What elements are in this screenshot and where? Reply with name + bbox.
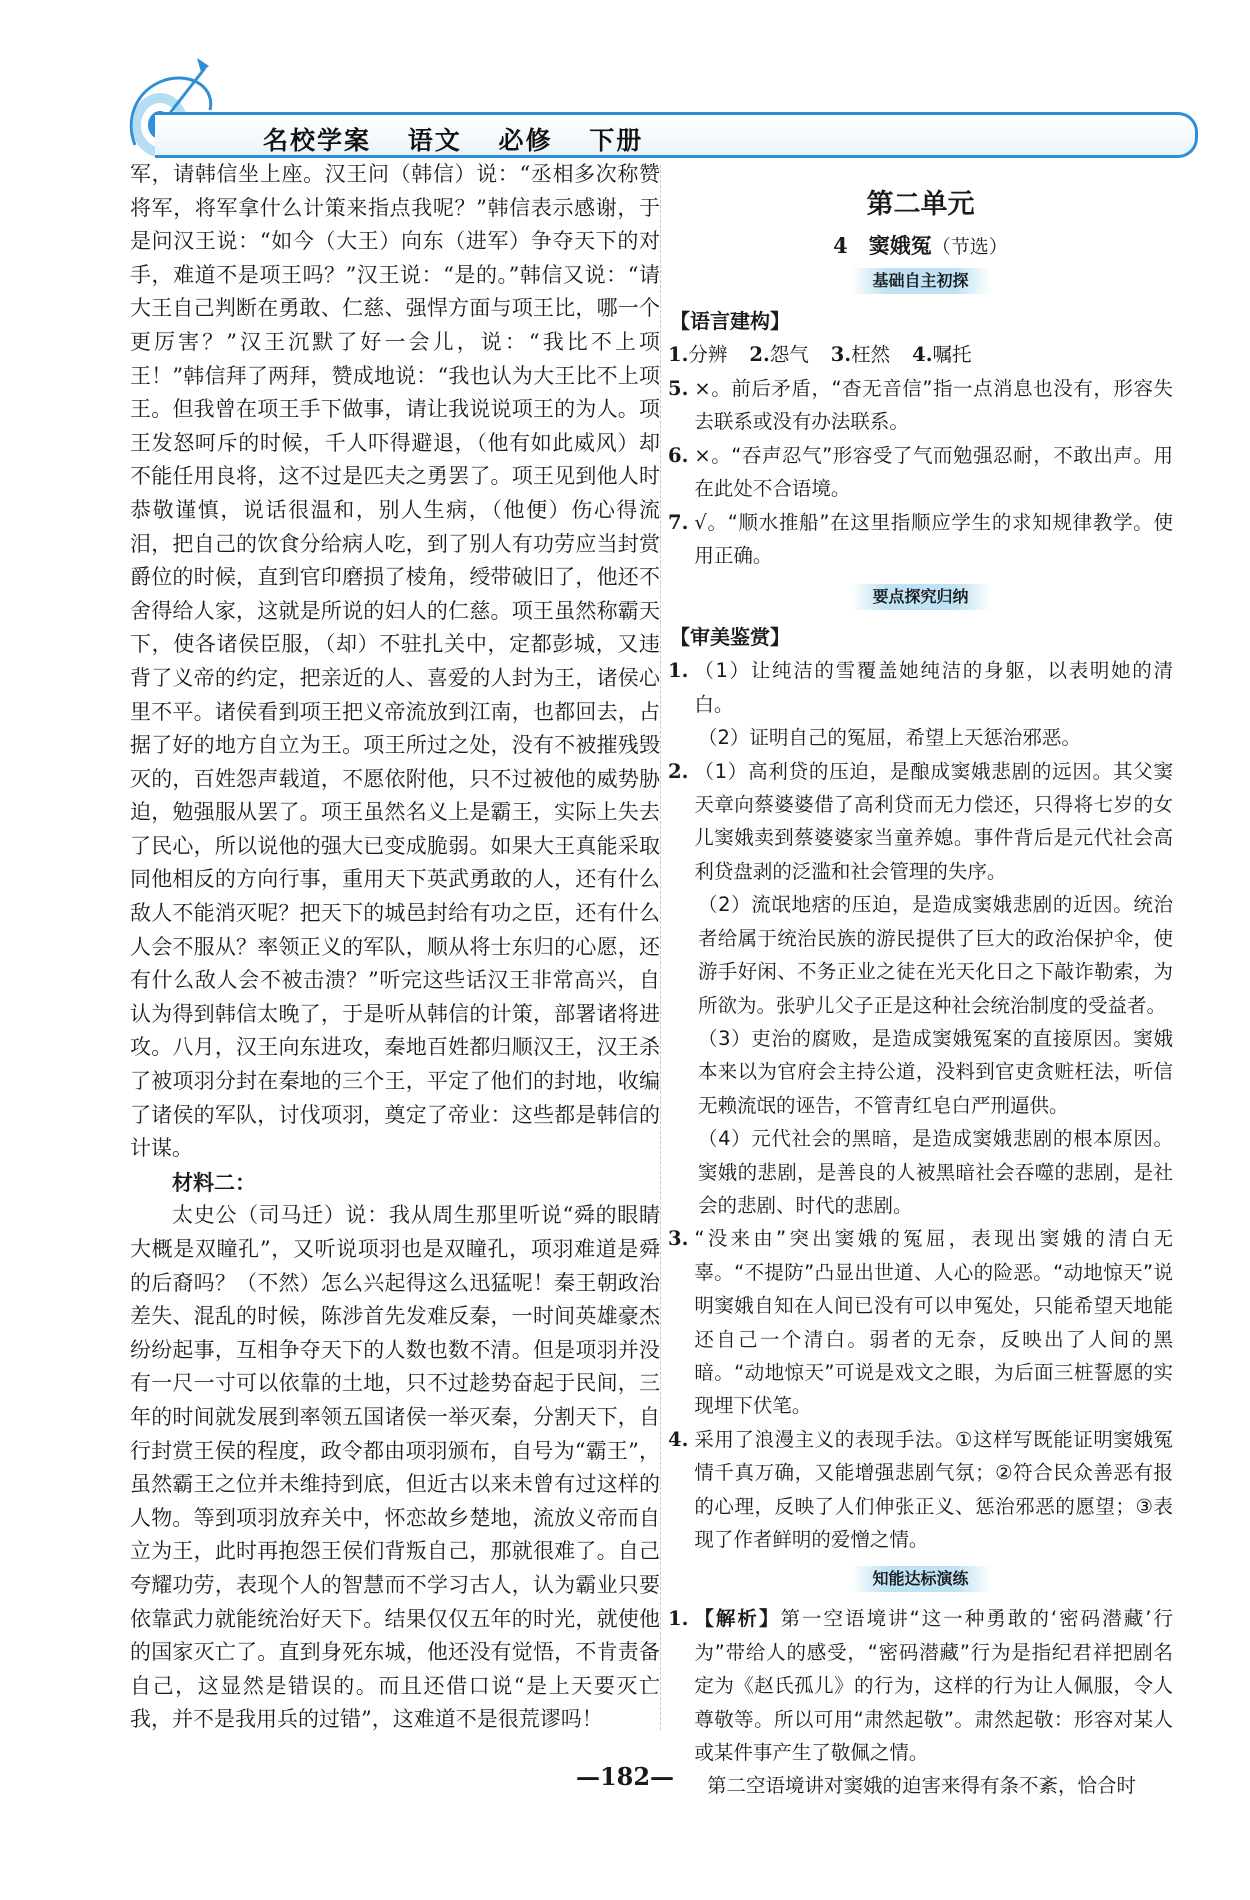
column-divider (660, 165, 661, 1730)
answer-item: 5. ×。前后矛盾，“杳无音信”指一点消息也没有，形容失去联系或没有办法联系。 (668, 377, 1173, 434)
header-title (263, 121, 669, 157)
answer-subitem: （3）吏治的腐败，是造成窦娥冤案的直接原因。窦娥本来以为官府会主持公道，没料到官吏贪赃枉法，听信无赖流氓的诬告，不管青红皂白严刑逼供。 (698, 1026, 1173, 1117)
answer-subitem: （2）流氓地痞的压迫，是造成窦娥悲剧的近因。统治者给属于统治民族的游民提供了巨大的政治保护伞，使游手好闲、不务正业之徒在光天化日之下敲诈勒索，为所欲为。张驴儿父子正是这种社会统治制度的受益者。 (698, 893, 1173, 1017)
vocab-item: 2.怨气 (749, 343, 809, 366)
subject: 语文 (407, 126, 462, 155)
vocab-item: 3.枉然 (830, 343, 891, 366)
section-banner-practice: 知能达标演练 (851, 1566, 991, 1592)
material-two-heading: 材料二： (172, 1169, 256, 1195)
analysis-tag: 【解析】 (694, 1607, 781, 1631)
section-language: 【语言建构】 (670, 309, 790, 333)
grade: 必修 (498, 126, 553, 155)
section-banner-basics: 基础自主初探 (851, 268, 991, 294)
material-one-text: 军，请韩信坐上座。汉王问（韩信）说：“丞相多次称赞将军，将军拿什么计策来指点我呢？”韩信表示感谢，于是问汉王说：“如今（大王）向东（进军）争夺天下的对手，难道不是项王吗？”汉王说：“是的。”韩信又说：“请大王自己判断在勇敢、仁慈、强悍方面与项王比，哪一个更厉害？”汉王沉默了好一会儿，说：“我比不上项王！”韩信拜了两拜，赞成地说：“我也认为大王比不上项王。但我曾在项王手下做事，请让我说说项王的为人。项王发怒呵斥的时候，千人吓得避退，（他有如此威风）却不能任用良将，这不过是匹夫之勇罢了。项王见到他人时恭敬谨慎，说话很温和，别人生病，（他便）伤心得流泪，把自己的饮食分给病人吃，到了别人有功劳应当封赏爵位的时候，直到官印磨损了棱角，绶带破旧了，他还不舍得给人家，这就是所说的妇人的仁慈。项王虽然称霸天下，使各诸侯臣服，（却）不驻扎关中，定都彭城，又违背了义帝的约定，把亲近的人、喜爱的人封为王，诸侯心里不平。诸侯看到项王把义帝流放到江南，也都回去，占据了好的地方自立为王。项王所过之处，没有不被摧残毁灭的，百姓怨声载道，不愿依附他，只不过被他的威势胁迫，勉强服从罢了。项王虽然名义上是霸王，实际上失去了民心，所以说他的强大已变成脆弱。如果大王真能采取同他相反的方向行事，重用天下英武勇敢的人，还有什么敌人不能消灭呢？把天下的城邑封给有功之臣，还有什么人会不服从？率领正义的军队，顺从将士东归的心愿，还有什么敌人会不被击溃？”听完这些话汉王非常高兴，自认为得到韩信太晚了，于是听从韩信的计策，部署诸将进攻。八月，汉王向东进攻，秦地百姓都归顺汉王，汉王杀了被项羽分封在秦地的三个王，平定了他们的封地，收编了诸侯的军队，讨伐项羽，奠定了帝业：这些都是韩信的计谋。 (130, 162, 660, 1161)
answer-item: 7. √。“顺水推船”在这里指顺应学生的求知规律教学。使用正确。 (668, 510, 1173, 568)
vocab-answers (668, 338, 1173, 372)
header-title-bar (155, 112, 1198, 158)
answer-item: 1. 【解析】第一空语境讲“这一种勇敢的‘密码潜藏’行为”带给人的感受，“密码潜藏”行为是指纪君祥把剧名定为《赵氏孤儿》的行为，这样的行为让人佩服，令人尊敬等。所以可用“肃然起敬”。肃然起敬：形容对某人或某件事产生了敬佩之情。 (668, 1607, 1173, 1765)
answer-item: 4. 采用了浪漫主义的表现手法。①这样写既能证明窦娥冤情千真万确，又能增强悲剧气氛；②符合民众善恶有报的心理，反映了人们伸张正义、惩治邪恶的愿望；③表现了作者鲜明的爱憎之情。 (668, 1427, 1173, 1551)
page-number: —182— (575, 1762, 675, 1791)
answer-item: 2. （1）高利贷的压迫，是酿成窦娥悲剧的远因。其父窦天章向蔡婆婆借了高利贷而无力偿还，只得将七岁的女儿窦娥卖到蔡婆婆家当童养媳。事件背后是元代社会高利贷盘剥的泛滥和社会管理的失序。 (668, 759, 1173, 883)
section-banner-key-points: 要点探究归纳 (851, 584, 991, 610)
answer-subitem: （4）元代社会的黑暗，是造成窦娥悲剧的根本原因。窦娥的悲剧，是善良的人被黑暗社会吞噬的悲剧，是社会的悲剧、时代的悲剧。 (698, 1127, 1173, 1217)
answer-item: 6. ×。“吞声忍气”形容受了气而勉强忍耐，不敢出声。用在此处不合语境。 (668, 443, 1173, 501)
section-aesthetic: 【审美鉴赏】 (670, 625, 790, 650)
volume: 下册 (589, 126, 644, 155)
lesson-name: 4 窦娥冤 (833, 233, 932, 258)
right-column (668, 178, 1173, 1803)
lesson-subtitle: （节选） (931, 236, 1008, 258)
vocab-item: 4.嘱托 (912, 343, 972, 366)
page-header (85, 40, 1205, 160)
lesson-title (668, 226, 1173, 266)
vocab-item: 1.分辨 (668, 343, 728, 366)
answer-subitem: （2）证明自己的冤屈，希望上天惩治邪恶。 (698, 726, 1081, 750)
unit-title: 第二单元 (866, 189, 975, 220)
book-name: 名校学案 (263, 126, 372, 155)
answer-continuation: 第二空语境讲对窦娥的迫害来得有条不紊，恰合时 (707, 1774, 1137, 1798)
left-column (130, 158, 660, 1737)
answer-item: 3. “没来由”突出窦娥的冤屈，表现出窦娥的清白无辜。“不提防”凸显出世道、人心的险恶。“动地惊天”说明窦娥自知在人间已没有可以申冤处，只能希望天地能还自己一个清白。弱者的无奈，反映出了人间的黑暗。“动地惊天”可说是戏文之眼，为后面三桩誓愿的实现埋下伏笔。 (668, 1227, 1173, 1418)
answer-item: 1. （1）让纯洁的雪覆盖她纯洁的身躯，以表明她的清白。 (668, 659, 1173, 716)
material-two-text: 太史公（司马迁）说：我从周生那里听说“舜的眼睛大概是双瞳孔”，又听说项羽也是双瞳孔，项羽难道是舜的后裔吗？（不然）怎么兴起得这么迅猛呢！秦王朝政治差失、混乱的时候，陈涉首先发难反秦，一时间英雄豪杰纷纷起事，互相争夺天下的人数也数不清。但是项羽并没有一尺一寸可以依靠的土地，只不过趁势奋起于民间，三年的时间就发展到率领五国诸侯一举灭秦，分割天下，自行封赏王侯的程度，政令都由项羽颁布，自号为“霸王”，虽然霸王之位并未维持到底，但近古以来未曾有过这样的人物。等到项羽放弃关中，怀恋故乡楚地，流放义帝而自立为王，此时再抱怨王侯们背叛自己，那就很难了。自己夸耀功劳，表现个人的智慧而不学习古人，认为霸业只要依靠武力就能统治好天下。结果仅仅五年的时光，就使他的国家灭亡了。直到身死东城，他还没有觉悟，不肯责备自己，这显然是错误的。而且还借口说“是上天要灭亡我，并不是我用兵的过错”，这难道不是很荒谬吗！ (130, 1203, 660, 1732)
